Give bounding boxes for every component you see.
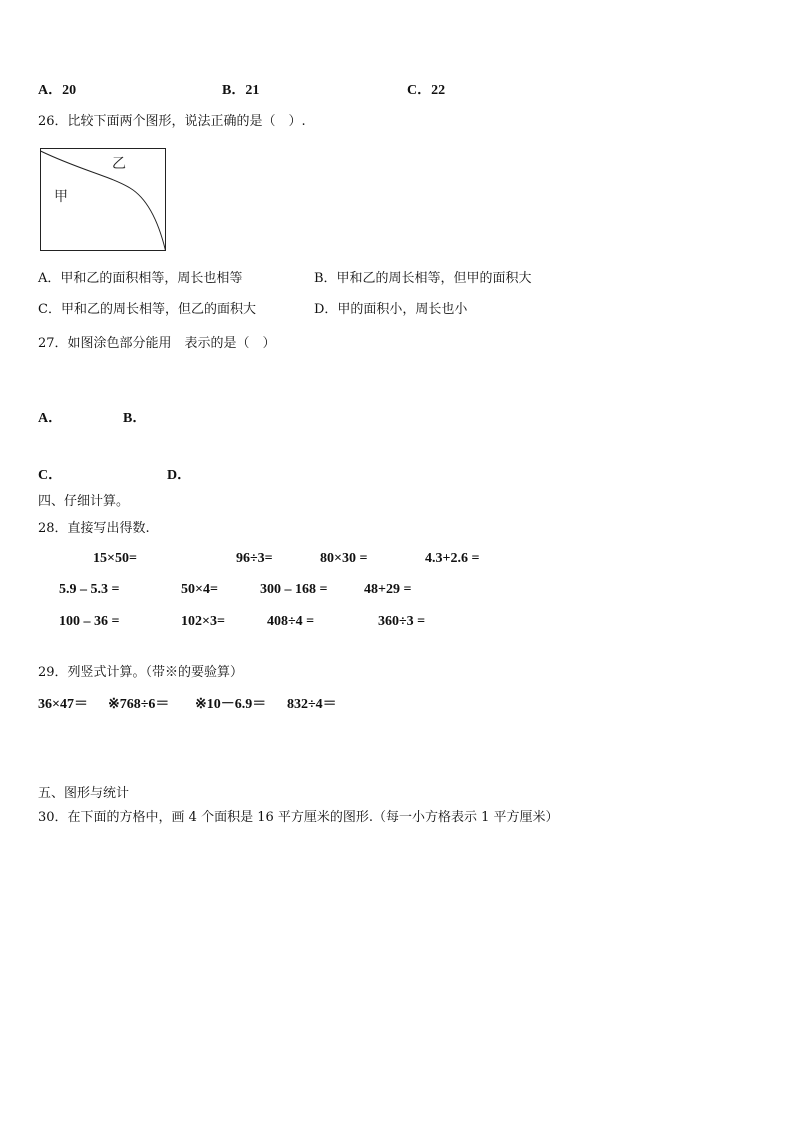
q29-stem: 29．列竖式计算。（带※的要验算） <box>38 665 244 680</box>
q27-option-c: C． <box>38 468 63 483</box>
q29-item: 36×47＝ <box>38 697 88 712</box>
q28-item: 300 – 168 = <box>260 582 328 597</box>
q28-item: 408÷4 = <box>267 614 315 629</box>
q28-item: 96÷3= <box>236 551 273 566</box>
q28-item: 50×4= <box>181 582 218 597</box>
q26-label-yi: 乙 <box>112 156 126 172</box>
q25-option-c: C．22 <box>407 83 446 98</box>
q26-option-a: A．甲和乙的面积相等，周长也相等 <box>38 271 243 286</box>
q26-label-jia: 甲 <box>54 189 68 205</box>
q26-option-d: D．甲的面积小，周长也小 <box>314 302 468 317</box>
q28-item: 48+29 = <box>364 582 412 597</box>
q28-item: 102×3= <box>181 614 225 629</box>
q27-stem: 27．如图涂色部分能用 表示的是（ ） <box>38 336 276 351</box>
q26-stem: 26．比较下面两个图形，说法正确的是（ ）. <box>38 114 306 129</box>
q25-option-a: A．20 <box>38 83 77 98</box>
q28-item: 80×30 = <box>320 551 368 566</box>
q28-item: 5.9 – 5.3 = <box>59 582 120 597</box>
section4-title: 四、仔细计算。 <box>38 494 130 509</box>
q29-item: ※768÷6＝ <box>108 697 170 712</box>
q25-option-b: B．21 <box>222 83 260 98</box>
q28-item: 360÷3 = <box>378 614 426 629</box>
q29-item: 832÷4＝ <box>287 697 337 712</box>
q28-item: 15×50= <box>93 551 137 566</box>
q27-option-a: A． <box>38 411 63 426</box>
q28-item: 4.3+2.6 = <box>425 551 480 566</box>
q26-option-b: B．甲和乙的周长相等，但甲的面积大 <box>314 271 532 286</box>
q26-figure <box>40 148 167 252</box>
q29-item: ※10－6.9＝ <box>195 697 267 712</box>
q26-option-c: C．甲和乙的周长相等，但乙的面积大 <box>38 302 256 317</box>
q30-stem: 30．在下面的方格中，画 4 个面积是 16 平方厘米的图形.（每一小方格表示 1 平方厘米） <box>38 810 559 825</box>
q27-option-b: B． <box>123 411 147 426</box>
section5-title: 五、图形与统计 <box>38 786 130 801</box>
q28-stem: 28．直接写出得数. <box>38 521 150 536</box>
q27-option-d: D． <box>167 468 192 483</box>
q28-item: 100 – 36 = <box>59 614 120 629</box>
